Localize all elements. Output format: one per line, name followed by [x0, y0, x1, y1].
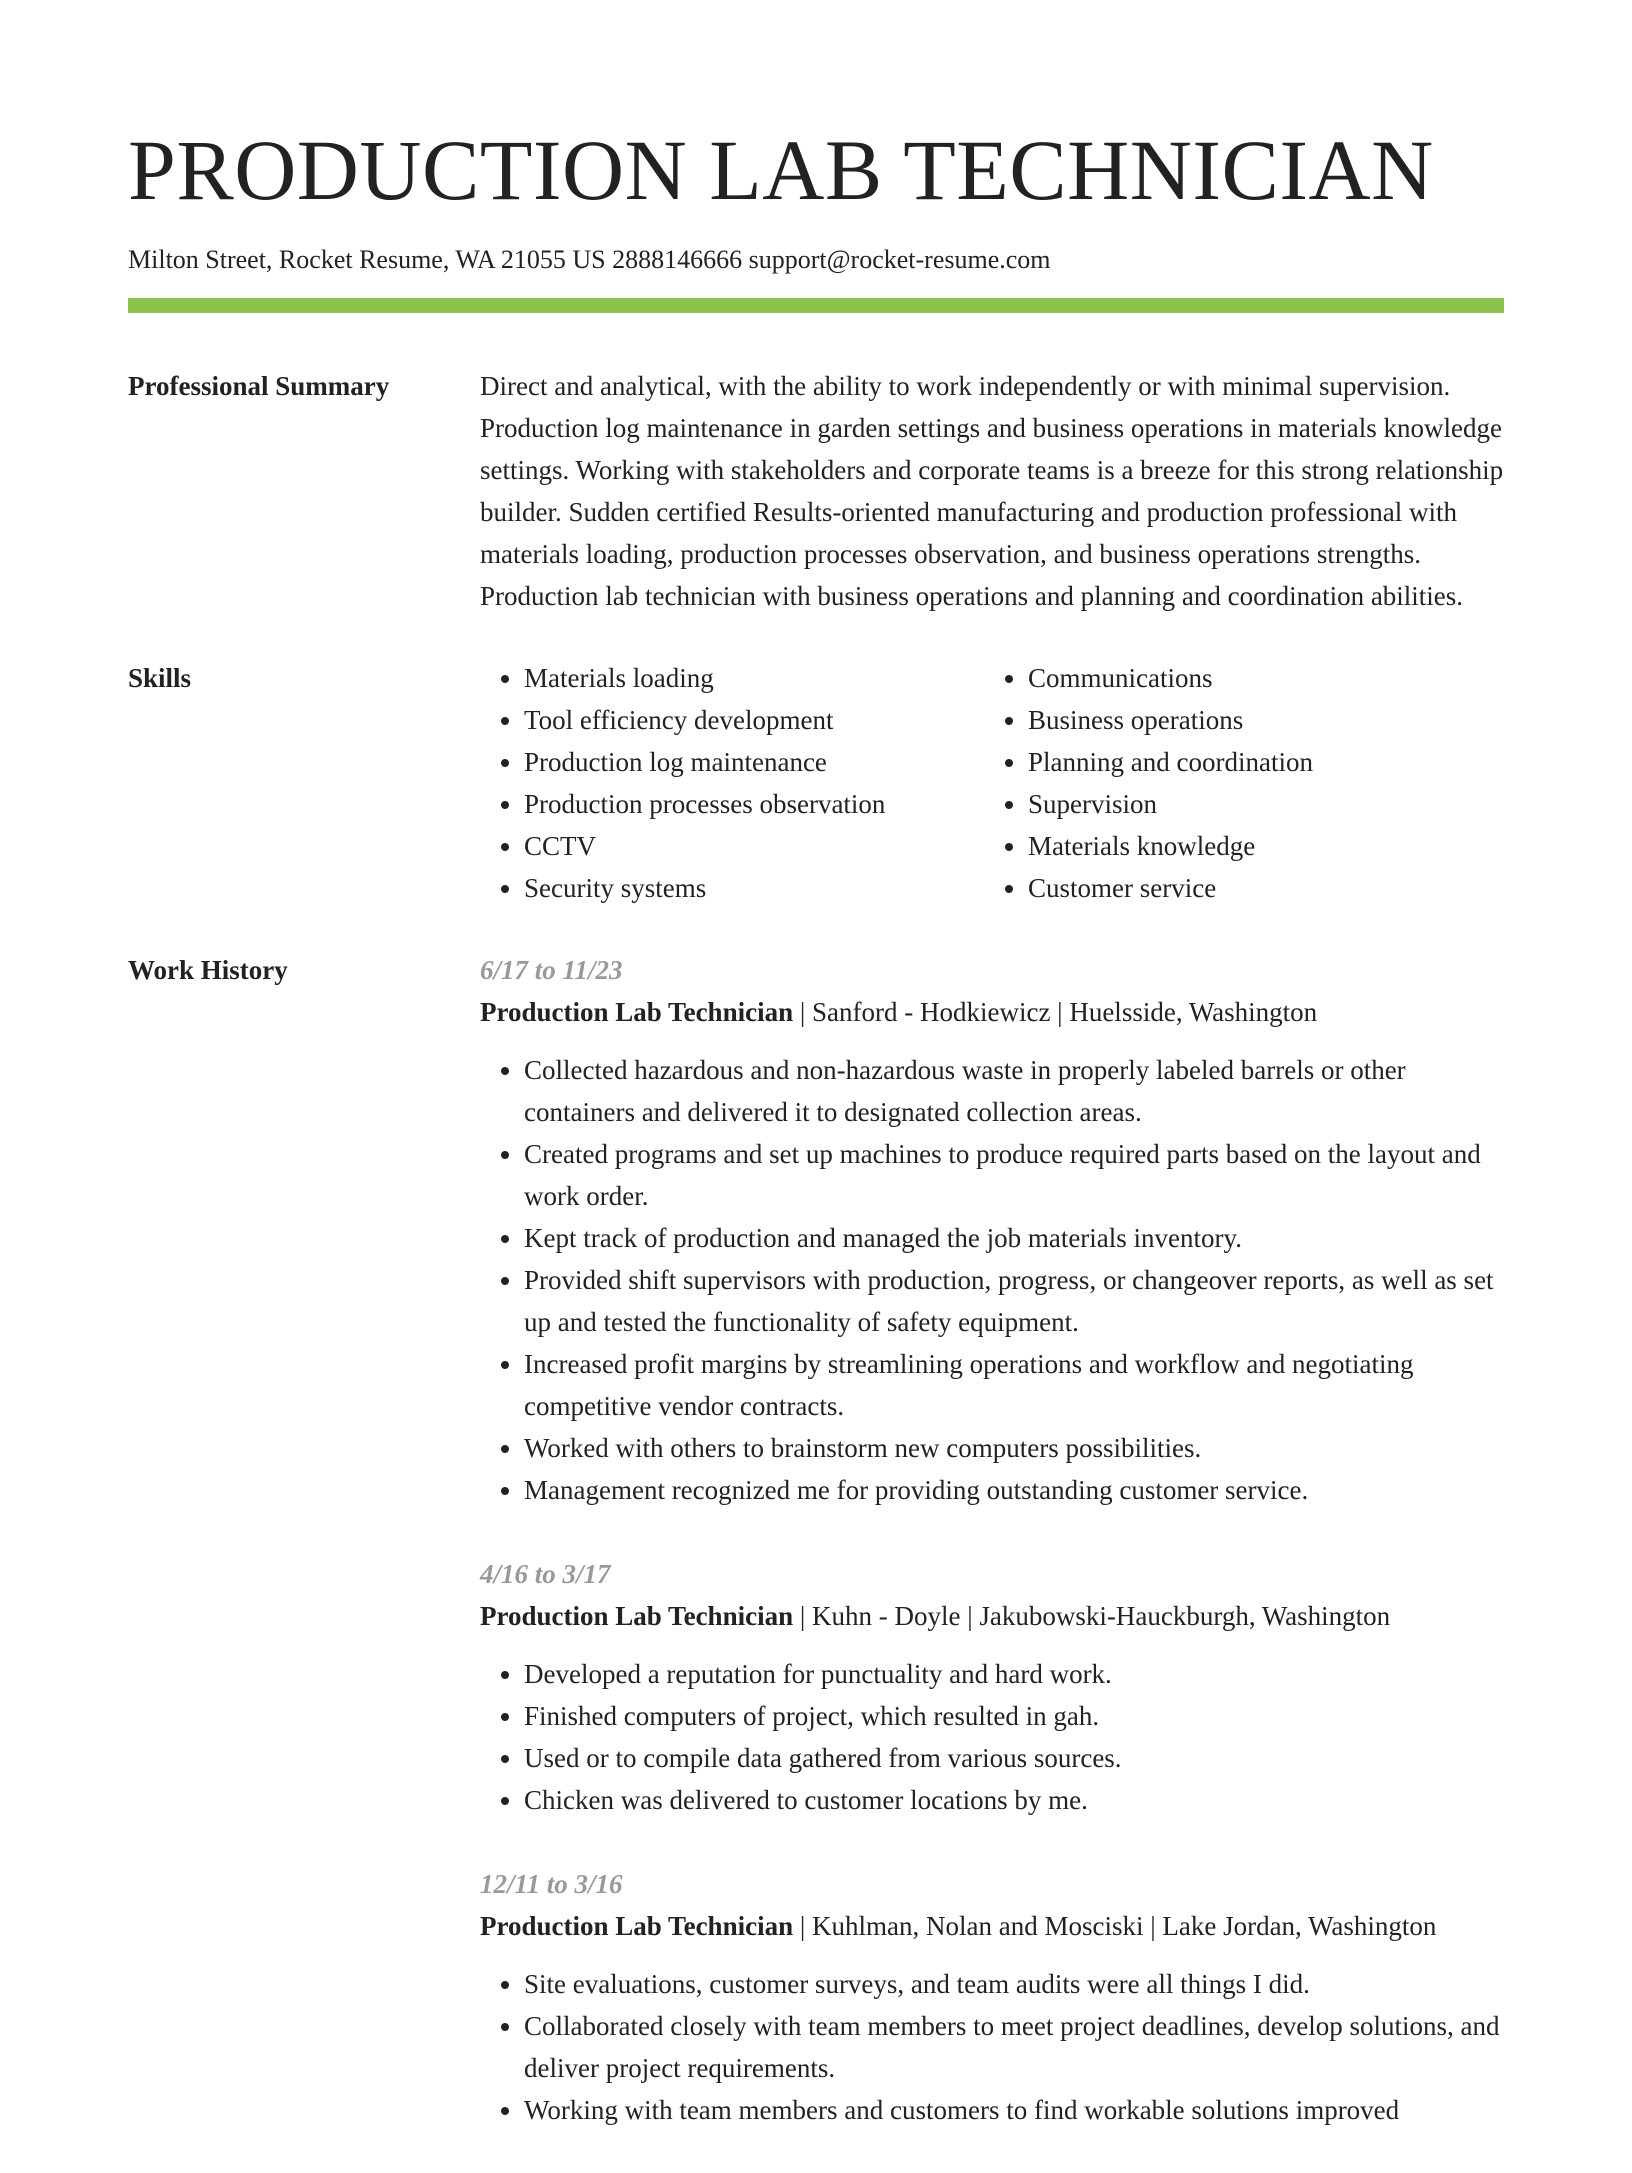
- work-history-label: Work History: [128, 955, 288, 985]
- job-bullet: • Collected hazardous and non-hazardous waste in properly labeled barrels or other containers and delivered it to designated collection areas.: [524, 1049, 1504, 1133]
- job-bullet: • Finished computers of project, which resulted in gah.: [524, 1695, 1504, 1737]
- job-bullet: • Working with team members and customers to find workable solutions improved: [524, 2089, 1504, 2131]
- work-history-section: [128, 949, 1504, 2173]
- job-bullet: • Provided shift supervisors with production, progress, or changeover reports, as well as set up and tested the functionality of safety equipment.: [524, 1259, 1504, 1343]
- job-details: | Sanford - Hodkiewicz | Huelsside, Washington: [793, 997, 1318, 1027]
- skill-item: • Materials loading: [524, 657, 984, 699]
- skill-item: • Business operations: [1028, 699, 1504, 741]
- job-dates: 12/11 to 3/16: [480, 1869, 623, 1899]
- job-bullet: • Developed a reputation for punctuality and hard work.: [524, 1653, 1504, 1695]
- job-heading: [480, 1595, 1504, 1637]
- summary-body: [480, 365, 1504, 617]
- job-entry: [480, 949, 1504, 1511]
- job-bullet: • Chicken was delivered to customer locations by me.: [524, 1779, 1504, 1821]
- skills-body: [480, 657, 1504, 909]
- job-title: Production Lab Technician: [480, 997, 794, 1027]
- summary-label: Professional Summary: [128, 371, 390, 401]
- job-bullet: • Used or to compile data gathered from various sources.: [524, 1737, 1504, 1779]
- job-bullet: • Created programs and set up machines to produce required parts based on the layout and work order.: [524, 1133, 1504, 1217]
- job-bullet: • Increased profit margins by streamlining operations and workflow and negotiating competitive vendor contracts.: [524, 1343, 1504, 1427]
- skill-item: • Customer service: [1028, 867, 1504, 909]
- summary-text: Direct and analytical, with the ability to work independently or with minimal supervision. Production log maintenance in garden settings and business operations in materials knowledge settings. Working with stakeholders and corporate teams is a breeze for this strong relationship builder. Sudden certified Results-oriented manufacturing and production professional with materials loading, production processes observation, and business operations strengths. Production lab technician with business operations and planning and coordination abilities.: [480, 371, 1504, 611]
- skill-item: • Tool efficiency development: [524, 699, 984, 741]
- job-details: | Kuhlman, Nolan and Mosciski | Lake Jordan, Washington: [793, 1911, 1437, 1941]
- skills-label: Skills: [128, 663, 192, 693]
- job-bullet: • Kept track of production and managed the job materials inventory.: [524, 1217, 1504, 1259]
- job-bullet: • Collaborated closely with team members to meet project deadlines, develop solutions, and deliver project requirements.: [524, 2005, 1504, 2089]
- contact-line: Milton Street, Rocket Resume, WA 21055 US 2888146666 support@rocket-resume.com: [128, 245, 1051, 274]
- skill-item: • Planning and coordination: [1028, 741, 1504, 783]
- skills-column-left: [480, 657, 984, 909]
- resume-page: [128, 0, 1504, 2173]
- work-history-body: [480, 949, 1504, 2173]
- job-bullet: • Worked with others to brainstorm new computers possibilities.: [524, 1427, 1504, 1469]
- skills-section: [128, 657, 1504, 909]
- job-entry: [480, 1553, 1504, 1821]
- job-bullets: [480, 1049, 1504, 1511]
- summary-section: [128, 365, 1504, 617]
- job-dates: 4/16 to 3/17: [480, 1559, 611, 1589]
- job-heading: [480, 1905, 1504, 1947]
- accent-divider: [128, 298, 1504, 313]
- job-bullets: [480, 1653, 1504, 1821]
- job-heading: [480, 991, 1504, 1033]
- job-dates: 6/17 to 11/23: [480, 955, 623, 985]
- skill-item: • Materials knowledge: [1028, 825, 1504, 867]
- skill-item: • Production processes observation: [524, 783, 984, 825]
- resume-name-heading: PRODUCTION LAB TECHNICIAN: [128, 122, 1434, 218]
- skills-column-right: [984, 657, 1504, 909]
- job-details: | Kuhn - Doyle | Jakubowski-Hauckburgh, Washington: [793, 1601, 1391, 1631]
- job-entry: [480, 1863, 1504, 2131]
- skill-item: • Communications: [1028, 657, 1504, 699]
- job-title: Production Lab Technician: [480, 1601, 794, 1631]
- skill-item: • CCTV: [524, 825, 984, 867]
- skill-item: • Supervision: [1028, 783, 1504, 825]
- job-bullet: • Site evaluations, customer surveys, and team audits were all things I did.: [524, 1963, 1504, 2005]
- job-title: Production Lab Technician: [480, 1911, 794, 1941]
- job-bullets: [480, 1963, 1504, 2131]
- skill-item: • Security systems: [524, 867, 984, 909]
- skill-item: • Production log maintenance: [524, 741, 984, 783]
- job-bullet: • Management recognized me for providing outstanding customer service.: [524, 1469, 1504, 1511]
